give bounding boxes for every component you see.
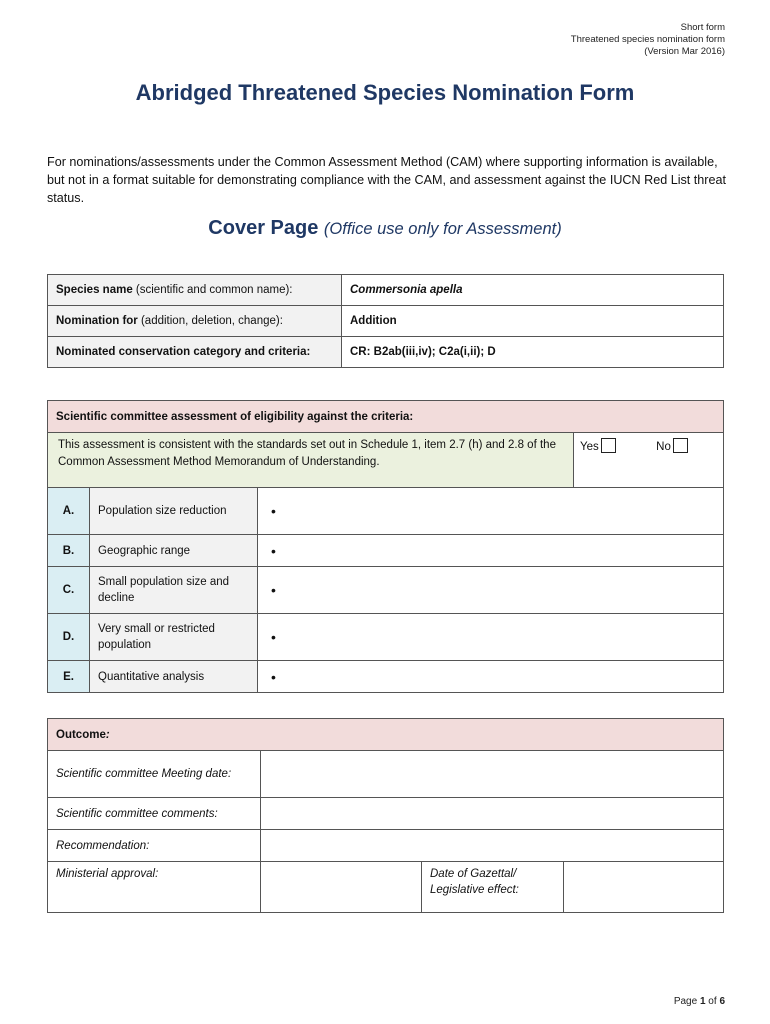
criterion-row-e [48, 661, 724, 693]
criterion-letter: D. [48, 614, 90, 661]
category-label: Nominated conservation category and criteria: [48, 337, 342, 368]
criterion-row-c [48, 567, 724, 614]
criterion-name: Population size reduction [90, 488, 258, 535]
yes-option[interactable]: Yes [580, 441, 616, 453]
header-version: (Version Mar 2016) [644, 46, 725, 57]
criterion-notes[interactable]: • [258, 614, 724, 661]
criterion-letter: B. [48, 535, 90, 567]
species-name-value[interactable]: Commersonia apella [342, 275, 724, 306]
nomination-for-row [48, 306, 724, 337]
recommendation-field[interactable] [261, 830, 724, 862]
comments-row [48, 798, 724, 830]
yes-no-cell [574, 433, 724, 488]
criterion-notes[interactable]: • [258, 488, 724, 535]
consistency-statement: This assessment is consistent with the standards set out in Schedule 1, item 2.7 (h) and 2.8 of the Common Assessment Method Memorandum of Understanding. [48, 433, 574, 488]
outcome-heading-row [48, 719, 724, 751]
cover-title: Cover Page [208, 217, 319, 239]
criterion-letter: A. [48, 488, 90, 535]
criterion-notes[interactable]: • [258, 661, 724, 693]
recommendation-label: Recommendation: [48, 830, 261, 862]
ministerial-approval-label: Ministerial approval: [48, 862, 261, 913]
criterion-row-a [48, 488, 724, 535]
eligibility-heading: Scientific committee assessment of eligibility against the criteria: [48, 401, 724, 433]
nomination-for-value[interactable]: Addition [342, 306, 724, 337]
consistency-row [48, 433, 724, 488]
page-number: Page 1 of 6 [673, 996, 725, 1007]
criterion-name: Very small or restricted population [90, 614, 258, 661]
criterion-row-d [48, 614, 724, 661]
page-title: Abridged Threatened Species Nomination Form [135, 80, 635, 105]
criterion-name: Quantitative analysis [90, 661, 258, 693]
criterion-notes[interactable]: • [258, 567, 724, 614]
meeting-date-label: Scientific committee Meeting date: [48, 751, 261, 798]
intro-paragraph: For nominations/assessments under the Common Assessment Method (CAM) where supporting information is available, but not in a format suitable for demonstrating compliance with the CAM, and assessment against the IUCN Red List threat status. [47, 155, 726, 205]
header-form-name: Threatened species nomination form [570, 34, 725, 45]
eligibility-table [47, 400, 724, 693]
cover-heading [0, 217, 770, 240]
yes-checkbox[interactable] [601, 438, 616, 453]
category-value[interactable]: CR: B2ab(iii,iv); C2a(i,ii); D [342, 337, 724, 368]
criterion-name: Geographic range [90, 535, 258, 567]
eligibility-heading-row [48, 401, 724, 433]
ministerial-approval-field[interactable] [261, 862, 422, 913]
cover-subtitle: (Office use only for Assessment) [323, 220, 562, 238]
criterion-letter: C. [48, 567, 90, 614]
category-row [48, 337, 724, 368]
meeting-date-field[interactable] [261, 751, 724, 798]
species-name-label: Species name (scientific and common name): [48, 275, 342, 306]
gazettal-date-field[interactable] [564, 862, 724, 913]
nomination-for-label: Nomination for (addition, deletion, change): [48, 306, 342, 337]
gazettal-date-label: Date of Gazettal/ Legislative effect: [422, 862, 564, 913]
meeting-date-row [48, 751, 724, 798]
document-header [571, 22, 725, 58]
criterion-letter: E. [48, 661, 90, 693]
no-checkbox[interactable] [673, 438, 688, 453]
criterion-row-b [48, 535, 724, 567]
total-pages: 6 [719, 996, 725, 1007]
recommendation-row [48, 830, 724, 862]
comments-field[interactable] [261, 798, 724, 830]
header-short-form: Short form [680, 22, 725, 33]
no-option[interactable]: No [656, 441, 688, 453]
ministerial-row [48, 862, 724, 913]
outcome-table [47, 718, 724, 913]
species-name-row [48, 275, 724, 306]
outcome-heading: Outcome: [48, 719, 724, 751]
species-details-table [47, 274, 724, 368]
current-page: 1 [699, 996, 706, 1007]
comments-label: Scientific committee comments: [48, 798, 261, 830]
criterion-name: Small population size and decline [90, 567, 258, 614]
criterion-notes[interactable]: • [258, 535, 724, 567]
